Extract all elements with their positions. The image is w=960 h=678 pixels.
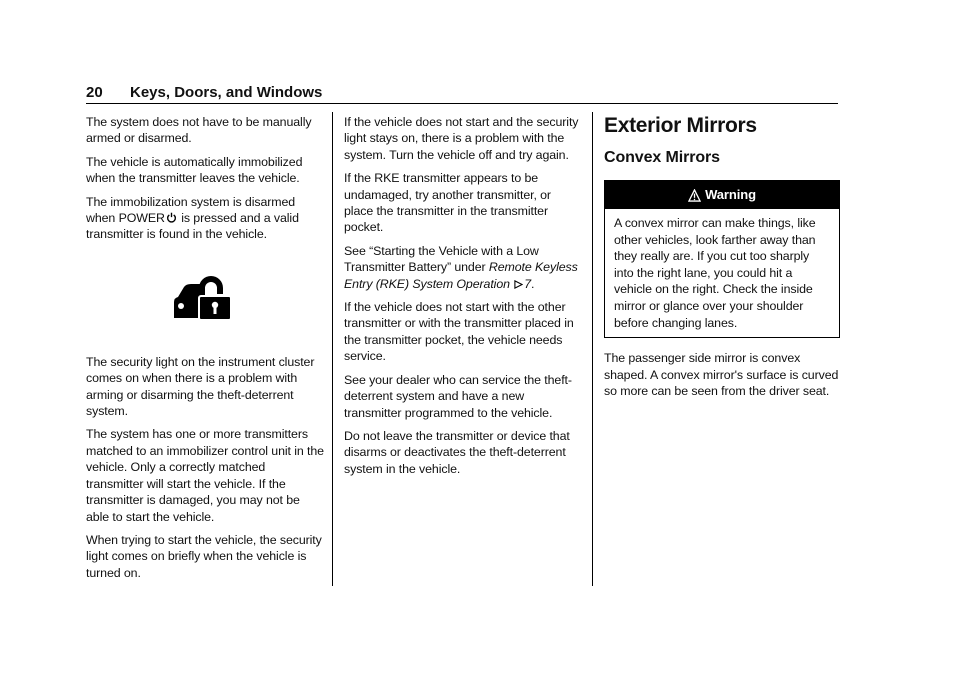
- paragraph: The system does not have to be manually armed or disarmed.: [86, 115, 312, 146]
- warning-label: Warning: [705, 186, 756, 202]
- power-icon: [166, 212, 177, 223]
- warning-triangle-icon: [688, 189, 701, 202]
- page-number: 20: [86, 84, 103, 101]
- heading-convex-mirrors: Convex Mirrors: [604, 149, 720, 166]
- paragraph: If the vehicle does not start and the security light stays on, there is a problem with the system. Turn the vehicle off and try again.: [344, 115, 579, 162]
- warning-text: A convex mirror can make things, like other vehicles, look farther away than they really are. If you cut too sharply into the right lane, you could hit a vehicle on the right. Check the inside mirror or glance over your shoulder before changing lanes.: [614, 216, 816, 330]
- heading-exterior-mirrors: Exterior Mirrors: [604, 114, 757, 137]
- paragraph: When trying to start the vehicle, the security light comes on briefly when the vehicle is turned on.: [86, 532, 322, 580]
- paragraph: If the vehicle does not start with the other transmitter or with the transmitter placed in the transmitter pocket, the vehicle needs service.: [344, 300, 574, 364]
- paragraph-text: is pressed and a valid transmitter is found in the vehicle.: [86, 211, 299, 242]
- cross-reference-link[interactable]: Remote Keyless Entry (RKE) System Operation: [344, 260, 578, 291]
- column-2: [344, 114, 582, 484]
- header-divider: [86, 103, 838, 104]
- security-light-figure: [86, 250, 324, 346]
- paragraph: See “Starting the Vehicle with a Low Transmitter Battery” under Remote Keyless Entry (RKE) System Operation 7.: [344, 243, 578, 291]
- paragraph: The passenger side mirror is convex shaped. A convex mirror's surface is curved so more can be seen from the driver seat.: [604, 351, 839, 398]
- security-light-icon: [172, 272, 234, 322]
- column-1: [86, 114, 324, 588]
- warning-header: [605, 181, 839, 209]
- paragraph: [86, 194, 324, 243]
- paragraph: If the RKE transmitter appears to be undamaged, try another transmitter, or place the transmitter in the transmitter pocket.: [344, 171, 551, 235]
- paragraph: See your dealer who can service the theft-deterrent system and have a new transmitter programmed to the vehicle.: [344, 372, 572, 420]
- warning-box: [604, 180, 840, 338]
- column-divider-2: [592, 112, 593, 586]
- paragraph: The security light on the instrument cluster comes on when there is a problem with arming or disarming the theft-deterrent system.: [86, 354, 315, 419]
- cross-reference-page[interactable]: 7: [524, 276, 532, 291]
- paragraph-text: The immobilization system is disarmed when POWER: [86, 194, 296, 226]
- paragraph: Do not leave the transmitter or device that disarms or deactivates the theft-deterrent system in the vehicle.: [344, 428, 570, 476]
- paragraph: The vehicle is automatically immobilized when the transmitter leaves the vehicle.: [86, 154, 303, 186]
- section-title: Keys, Doors, and Windows: [130, 84, 323, 101]
- cross-reference-icon: [514, 280, 523, 289]
- paragraph: The system has one or more transmitters matched to an immobilizer control unit in the vehicle. Only a correctly matched transmitter will start the vehicle. If the transmitter is damaged, you may not be able to start the vehicle.: [86, 427, 324, 524]
- paragraph-text: See “Starting the Vehicle with a Low Transmitter Battery” under: [344, 243, 539, 275]
- column-3: [604, 114, 840, 406]
- column-divider-1: [332, 112, 333, 586]
